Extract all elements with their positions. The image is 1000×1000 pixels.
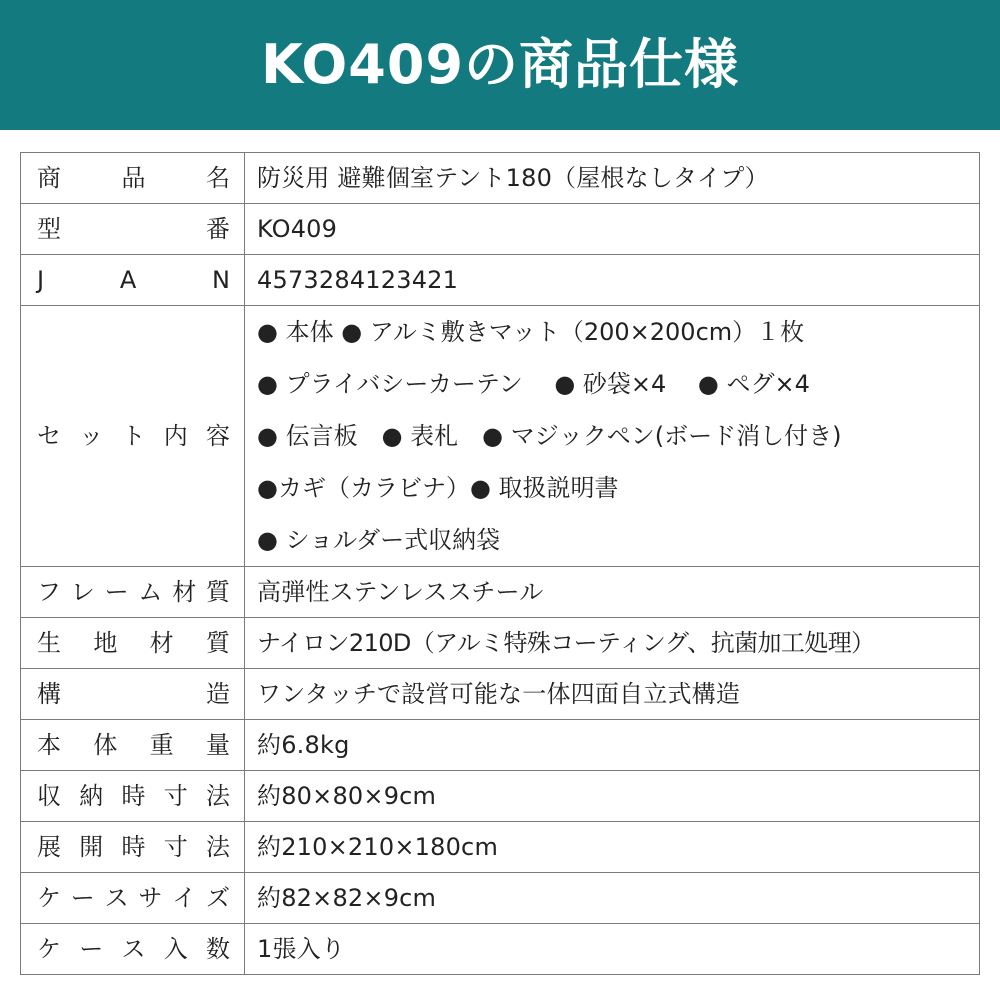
spec-value: 約82×82×9cm — [245, 873, 980, 924]
spec-label-char: フ — [37, 578, 61, 606]
spec-label-char: ム — [138, 578, 163, 606]
spec-row-product-name — [21, 153, 980, 204]
spec-label-char: 時 — [121, 782, 146, 810]
spec-label — [37, 268, 230, 292]
spec-label-char: 時 — [121, 833, 146, 861]
spec-label-char: 名 — [206, 164, 230, 192]
spec-value: 約80×80×9cm — [245, 771, 980, 822]
spec-value: KO409 — [245, 204, 980, 255]
spec-value: 約6.8kg — [245, 720, 980, 771]
spec-label-char: ー — [104, 578, 129, 606]
spec-label-cell — [21, 204, 245, 255]
spec-value: ワンタッチで設営可能な一体四面自立式構造 — [245, 669, 980, 720]
spec-label-char: N — [212, 266, 230, 294]
spec-value: 4573284123421 — [245, 255, 980, 306]
set-contents-line: ●カギ（カラビナ）● 取扱説明書 — [257, 474, 619, 502]
spec-label — [37, 733, 230, 757]
spec-label-char: サ — [138, 884, 163, 912]
set-contents-list — [245, 306, 980, 567]
spec-label-char: ス — [121, 935, 146, 963]
spec-label-cell — [21, 873, 245, 924]
spec-label-char: 造 — [206, 680, 230, 708]
spec-label — [37, 886, 230, 910]
spec-label-cell — [21, 771, 245, 822]
spec-label-cell — [21, 153, 245, 204]
spec-row-fabric-material — [21, 618, 980, 669]
spec-label — [37, 217, 230, 241]
spec-label-char: 展 — [37, 833, 61, 861]
spec-label-char: 材 — [172, 578, 197, 606]
spec-label-char: 番 — [206, 215, 230, 243]
spec-label-char: 生 — [37, 629, 61, 657]
spec-label-char: 重 — [149, 731, 174, 759]
spec-value: 防災用 避難個室テント180（屋根なしタイプ） — [245, 153, 980, 204]
spec-label-cell — [21, 255, 245, 306]
spec-label-char: 質 — [205, 629, 230, 657]
spec-label-char: 量 — [205, 731, 230, 759]
spec-label-char: 品 — [121, 164, 146, 192]
spec-label-char: 納 — [79, 782, 104, 810]
set-contents-line: ● プライバシーカーテン ● 砂袋×4 ● ペグ×4 — [257, 370, 810, 398]
spec-value: 1張入り — [245, 924, 980, 975]
spec-label — [37, 835, 230, 859]
spec-label-cell — [21, 822, 245, 873]
spec-label-cell — [21, 306, 245, 567]
spec-label-char: ー — [79, 935, 104, 963]
spec-label-char: 構 — [37, 680, 61, 708]
set-contents-line: ● ショルダー式収納袋 — [257, 526, 501, 554]
spec-value: 約210×210×180cm — [245, 822, 980, 873]
spec-label-char: 寸 — [163, 833, 188, 861]
spec-label-char: 収 — [37, 782, 61, 810]
spec-label-char: 開 — [79, 833, 104, 861]
spec-label-char: 法 — [206, 833, 230, 861]
spec-label-char: 型 — [37, 215, 61, 243]
spec-label-char: レ — [70, 578, 95, 606]
spec-label-char: 材 — [149, 629, 174, 657]
spec-label-char: ケ — [37, 935, 61, 963]
spec-label-char: ー — [70, 884, 95, 912]
spec-label-char: 数 — [206, 935, 230, 963]
spec-row-case-quantity — [21, 924, 980, 975]
spec-label-cell — [21, 924, 245, 975]
spec-label-cell — [21, 618, 245, 669]
spec-label-char: ッ — [79, 422, 104, 450]
spec-label-char: A — [119, 266, 137, 294]
page-header — [0, 0, 1000, 130]
page-title: KO409の商品仕様 — [260, 33, 740, 96]
spec-row-set-contents — [21, 306, 980, 567]
spec-label — [37, 166, 230, 190]
spec-value: ナイロン210D（アルミ特殊コーティング、抗菌加工処理） — [245, 618, 980, 669]
spec-label-char: 体 — [93, 731, 118, 759]
spec-row-jan — [21, 255, 980, 306]
spec-row-case-size — [21, 873, 980, 924]
spec-label-char: 法 — [206, 782, 230, 810]
spec-row-weight — [21, 720, 980, 771]
spec-label — [37, 682, 230, 706]
spec-label-char: 寸 — [163, 782, 188, 810]
spec-label-char: 入 — [163, 935, 188, 963]
spec-label — [37, 580, 230, 604]
spec-label-char: 質 — [205, 578, 230, 606]
spec-row-structure — [21, 669, 980, 720]
spec-label-char: セ — [37, 422, 61, 450]
spec-label-cell — [21, 720, 245, 771]
spec-label-char: ト — [121, 422, 146, 450]
spec-label-char: 地 — [93, 629, 118, 657]
spec-label-cell — [21, 567, 245, 618]
spec-label — [37, 937, 230, 961]
set-contents-line: ● 本体 ● アルミ敷きマット（200×200cm）１枚 — [257, 318, 805, 346]
spec-label — [37, 631, 230, 655]
spec-label-char: J — [37, 266, 45, 294]
spec-label-char: ス — [104, 884, 129, 912]
spec-label-char: ズ — [205, 884, 230, 912]
spec-value: 高弾性ステンレススチール — [245, 567, 980, 618]
spec-label — [37, 424, 230, 448]
spec-label-char: 商 — [37, 164, 61, 192]
spec-label-char: ケ — [37, 884, 61, 912]
spec-row-open-size — [21, 822, 980, 873]
spec-label-char: 容 — [206, 422, 230, 450]
spec-row-frame-material — [21, 567, 980, 618]
spec-label-char: イ — [172, 884, 197, 912]
spec-label-char: 本 — [37, 731, 61, 759]
spec-table — [20, 152, 980, 975]
spec-row-model-number — [21, 204, 980, 255]
spec-label-char: 内 — [163, 422, 188, 450]
spec-label-cell — [21, 669, 245, 720]
spec-label — [37, 784, 230, 808]
set-contents-line: ● 伝言板 ● 表札 ● マジックペン(ボード消し付き) — [257, 422, 842, 450]
spec-row-stored-size — [21, 771, 980, 822]
